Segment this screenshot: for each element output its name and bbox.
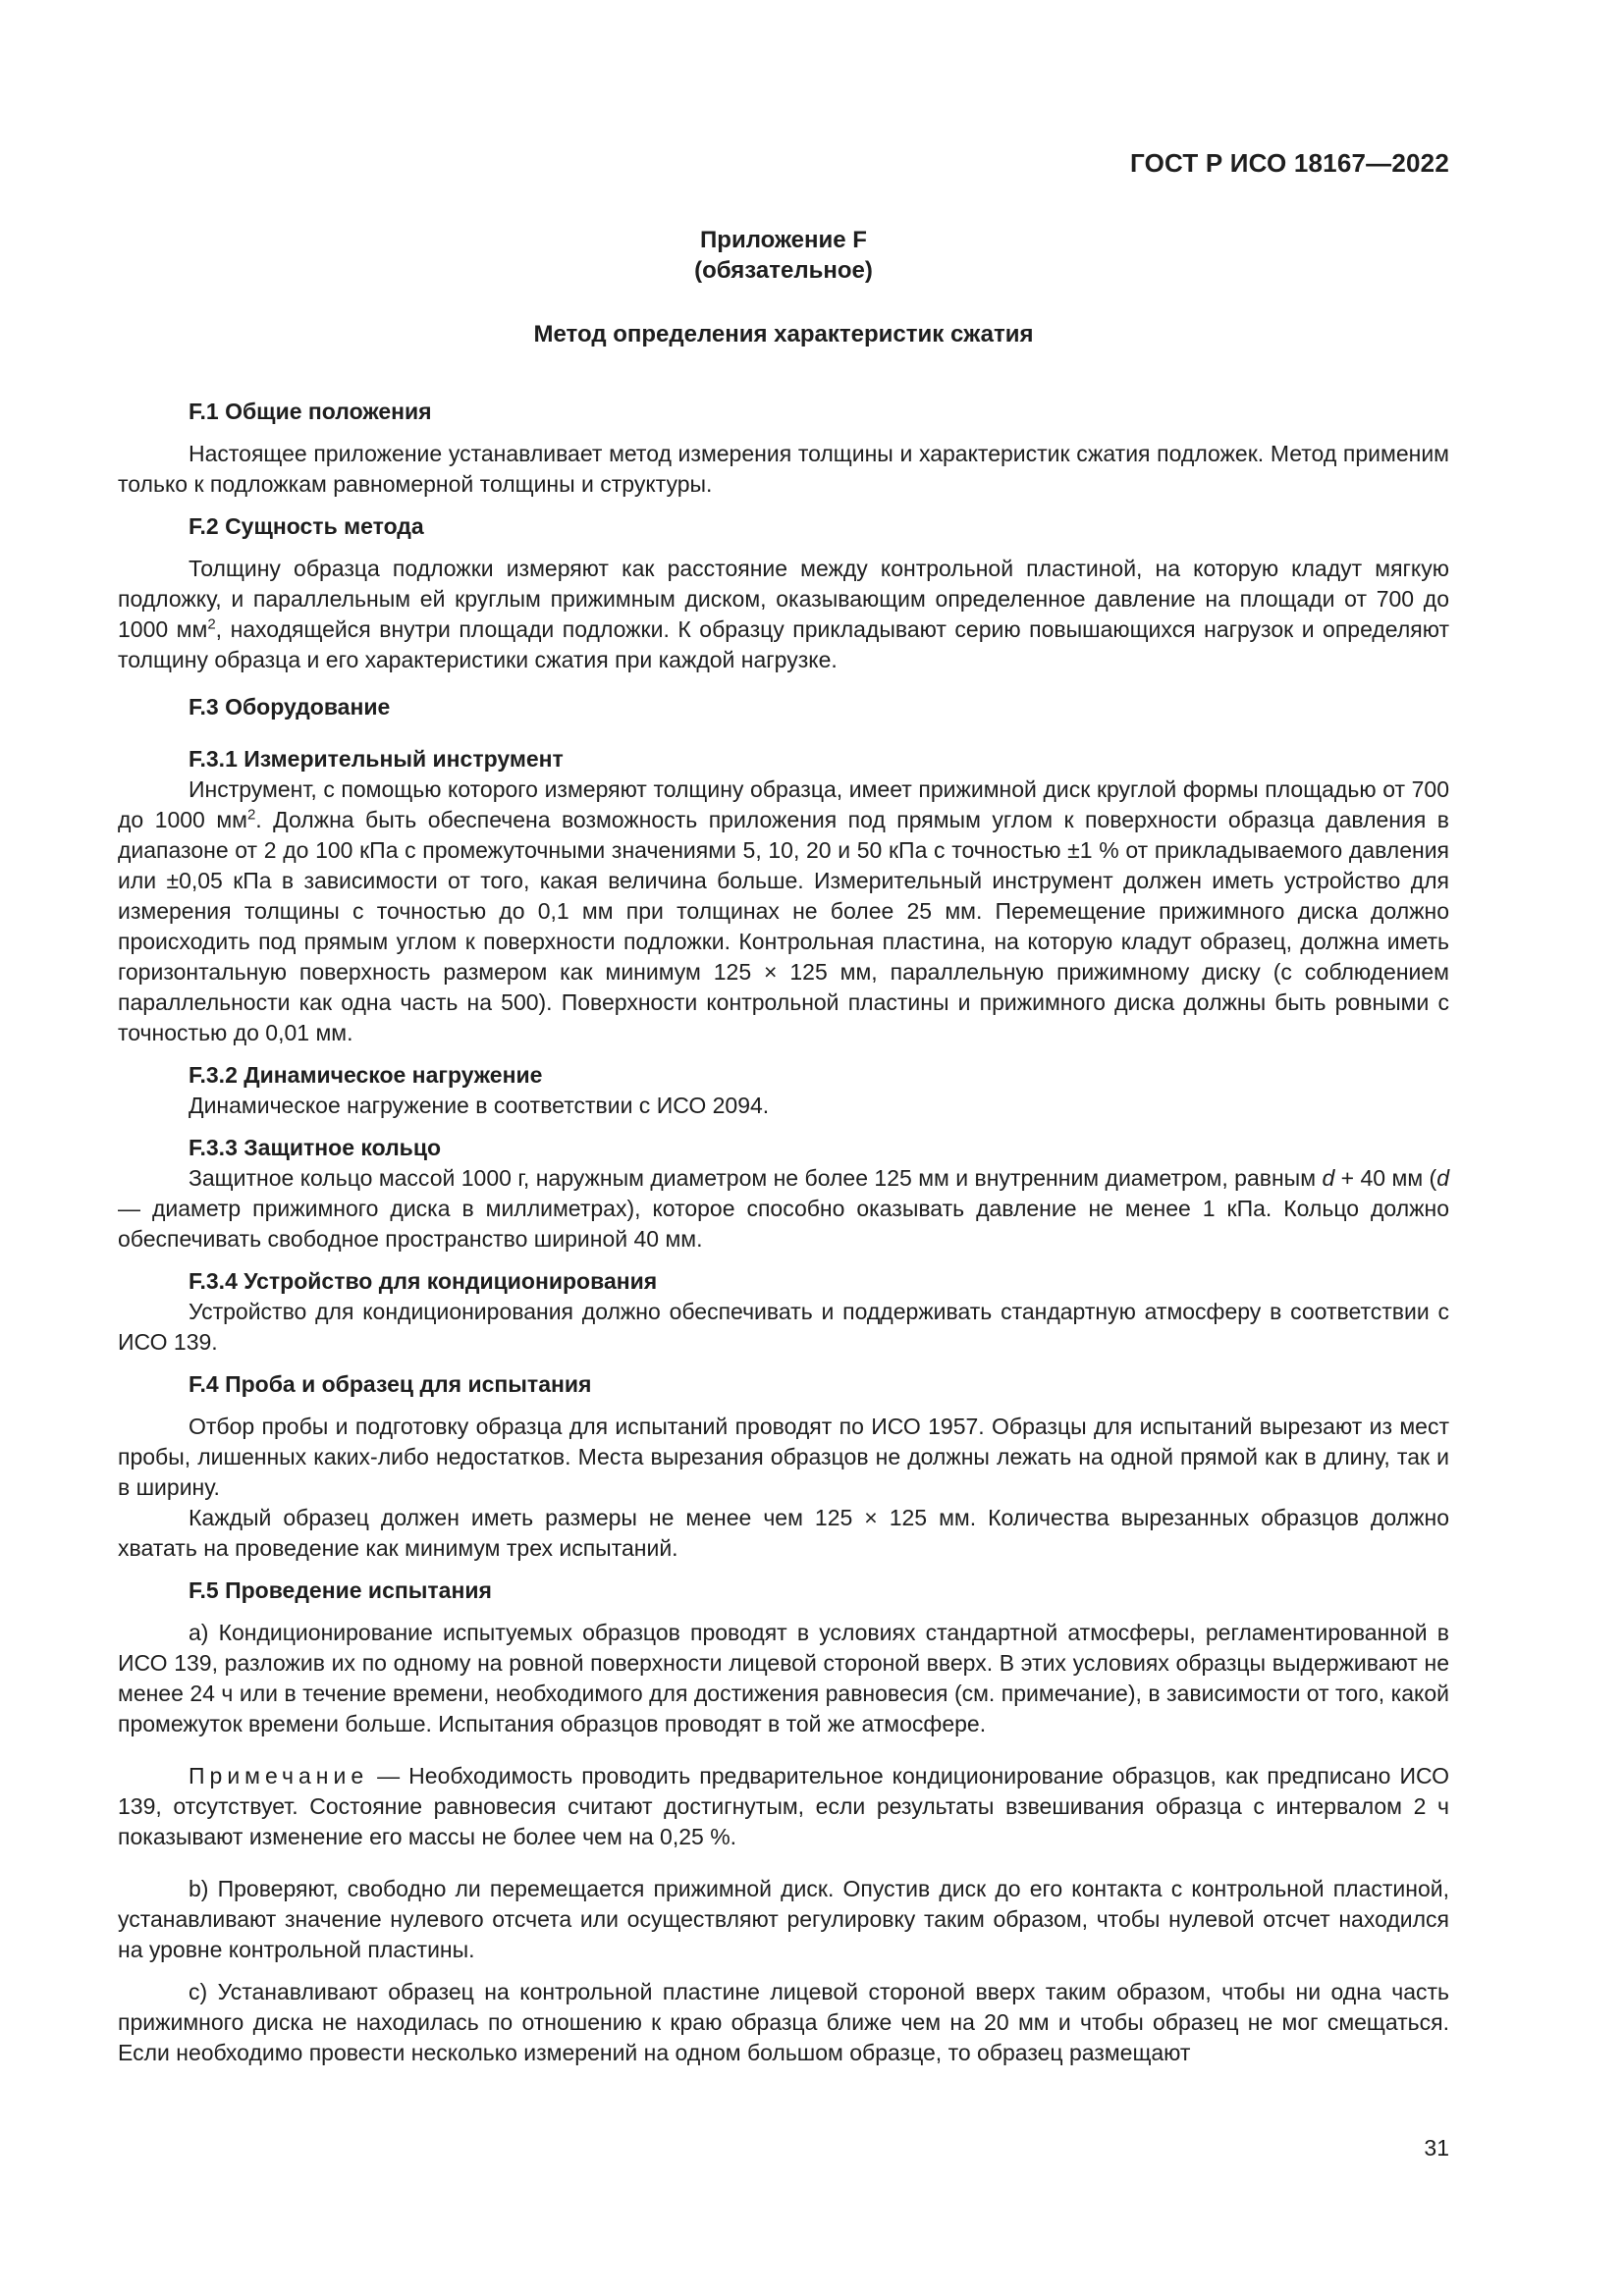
section-f34-title: F.3.4 Устройство для кондиционирования	[189, 1268, 658, 1294]
section-f3-title: F.3 Оборудование	[189, 694, 391, 720]
section-f5-item-c: с) Устанавливают образец на контрольной пластине лицевой стороной вверх таким образом, чтобы ни одна часть прижимного диска не находилась по отношению к краю образца ближе чем на 20 мм и чтобы образец не мог смещаться. Если необходимо провести несколько измерений на одном большом образце, то образец размещают	[118, 1979, 1449, 2065]
section-f33-title: F.3.3 Защитное кольцо	[189, 1135, 442, 1160]
section-f32-paragraph: Динамическое нагружение в соответствии с ИСО 2094.	[189, 1093, 770, 1118]
section-f5-item-b: b) Проверяют, свободно ли перемещается прижимной диск. Опустив диск до его контакта с контрольной пластиной, устанавливают значение нулевого отсчета или осуществляют регулировку таким образом, чтобы нулевой отсчет находился на уровне контрольной пластины.	[118, 1876, 1449, 1962]
section-f31-paragraph: Инструмент, с помощью которого измеряют толщину образца, имеет прижимной диск круглой формы площадью от 700 до 1000 $мм^2$. Должна быть обеспечена возможность приложения под прямым углом к поверхности образца давления в диапазоне от 2 до 100 кПа с промежуточными значениями 5, 10, 20 и 50 кПа с точностью ±1 % от прикладываемого давления или ±0,05 кПа в зависимости от того, какая величина больше. Измерительный инструмент должен иметь устройство для измерения толщины с точностью до 0,1 мм при толщинах не более 25 мм. Перемещение прижимного диска должно происходить под прямым углом к поверхности подложки. Контрольная пластина, на которую кладут образец, должна иметь горизонтальную поверхность размером как минимум 125 × 125 мм, параллельную прижимному диску (с соблюдением параллельности как одна часть на 500). Поверхности контрольной пластины и прижимного диска должны быть ровными с точностью до 0,01 мм.	[118, 776, 1449, 1045]
section-f34-paragraph: Устройство для кондиционирования должно обеспечивать и поддерживать стандартную атмосферу в соответствии с ИСО 139.	[118, 1299, 1449, 1355]
section-f5-title: F.5 Проведение испытания	[189, 1577, 492, 1603]
section-f4-paragraph-1: Отбор пробы и подготовку образца для испытаний проводят по ИСО 1957. Образцы для испытаний вырезают из мест пробы, лишенных каких-либо недостатков. Места вырезания образцов не должны лежать на одной прямой как в длину, так и в ширину.	[118, 1414, 1449, 1500]
document-heading: Метод определения характеристик сжатия	[533, 321, 1034, 347]
annex-status: (обязательное)	[694, 257, 873, 284]
section-f5-item-a: а) Кондиционирование испытуемых образцов проводят в условиях стандартной атмосферы, регламентированной в ИСО 139, разложив их по одному на ровной поверхности лицевой стороной вверх. В этих условиях образцы выдерживают не менее 24 ч или в течение времени, необходимого для достижения равновесия (см. примечание), в зависимости от того, какой промежуток времени больше. Испытания образцов проводят в той же атмосфере.	[118, 1620, 1449, 1736]
document-code: ГОСТ Р ИСО 18167—2022	[1129, 148, 1449, 178]
note-label: Примечание	[189, 1763, 369, 1789]
section-f1-title: F.1 Общие положения	[189, 399, 432, 424]
annex-title	[118, 225, 1449, 286]
section-f4-title: F.4 Проба и образец для испытания	[189, 1371, 592, 1397]
annex-label: Приложение F	[700, 227, 867, 253]
section-f4-paragraph-2: Каждый образец должен иметь размеры не менее чем 125 × 125 мм. Количества вырезанных образцов должно хватать на проведение как минимум трех испытаний.	[118, 1505, 1449, 1561]
section-f33-paragraph: Защитное кольцо массой 1000 г, наружным диаметром не более 125 мм и внутренним диаметром, равным d + 40 мм (d — диаметр прижимного диска в миллиметрах), которое способно оказывать давление не менее 1 кПа. Кольцо должно обеспечивать свободное пространство шириной 40 мм.	[118, 1165, 1450, 1252]
section-f2-title: F.2 Сущность метода	[189, 513, 424, 539]
section-f2-paragraph: Толщину образца подложки измеряют как расстояние между контрольной пластиной, на которую кладут мягкую подложку, и параллельным ей круглым прижимным диском, оказывающим определенное давление на площади от 700 до 1000 $мм^2$, находящейся внутри площади подложки. К образцу прикладывают серию повышающихся нагрузок и определяют толщину образца и его характеристики сжатия при каждой нагрузке.	[118, 556, 1449, 672]
page-number: 31	[1424, 2135, 1449, 2161]
section-f5-note: Примечание — Необходимость проводить предварительное кондиционирование образцов, как предписано ИСО 139, отсутствует. Состояние равновесия считают достигнутым, если результаты взвешивания образца с интервалом 2 ч показывают изменение его массы не более чем на 0,25 %.	[118, 1763, 1449, 1849]
section-f32-title: F.3.2 Динамическое нагружение	[189, 1062, 543, 1088]
document-body	[118, 397, 1449, 2068]
section-f1-paragraph: Настоящее приложение устанавливает метод измерения толщины и характеристик сжатия подложек. Метод применим только к подложкам равномерной толщины и структуры.	[118, 441, 1449, 497]
section-f31-title: F.3.1 Измерительный инструмент	[189, 746, 564, 772]
